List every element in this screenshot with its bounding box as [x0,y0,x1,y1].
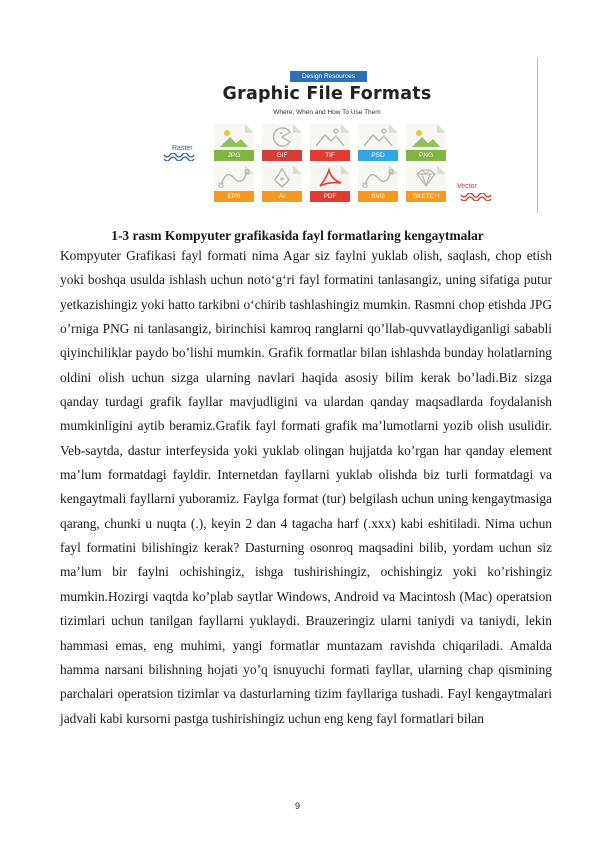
image-icon [214,124,254,150]
file-format-label: PDF [310,191,350,202]
acrobat-icon [310,165,350,191]
page-number: 9 [294,801,300,811]
figure-subtitle: Where, When and How To Use Them [273,109,381,116]
file-format-label: GIF [262,150,302,161]
vector-wave-icon [460,193,494,201]
file-format-eps [214,165,254,205]
file-format-pdf [310,165,350,205]
file-format-tif [310,124,350,164]
vector-label: Vector [457,183,477,190]
raster-label: Raster [172,145,193,152]
mountain-icon [310,124,350,150]
body-paragraph: Kompyuter Grafikasi fayl formati nima Agar siz faylni yuklab olish, saqlash, chop etish yoki boshqa usulda ishlash uchun noto‘g‘ri fayl formatini tanlasangiz, uning sifatiga putur yetkazishingiz yoki hatto tarkibni o‘chirib tashlashingiz mumkin. Rasmni chop etishda JPG o’rniga PNG ni tanlasangiz, birinchisi kamroq ranglarni qo’llab-quvvatlaydiganligi sababli qiyinchiliklar paydo bo’lishi mumkin. Grafik formatlar bilan ishlashda bunday holatlarning oldini olish uchun sizga ularning navlari haqida asosiy bilim kerak bo’ladi.Biz sizga qanday turdagi grafik fayllar mavjudligini va ulardan qanday maqsadlarda foydalanish mumkinligini aytib beramiz.Grafik fayl formati grafik ma’lumotlarni yozib olish usulidir. Veb-saytda, dastur interfeysida yoki yuklab olingan hujjatda ko’rgan har qanday element ma’lum formatdagi fayldir. Internetdan fayllarni yuklab olishda biz turli formatdagi va kengaytmali fayllarni yuboramiz. Faylga format (tur) belgilash uchun uning kengaytmasiga qarang, chunki u nuqta (.), keyin 2 dan 4 tagacha harf (.xxx) kabi eshitiladi. Nima uchun fayl formatini bilishingiz kerak? Dasturning osonroq maqsadini bilib, yordam uchun siz ma’lum bir faylni ochishingiz, ishga tushirishingiz, ochishingiz yoki ko’rishingiz mumkin.Hozirgi vaqtda ko’plab saytlar Windows, Android va Macintosh (Mac) operatsion tizimlari uchun tanilgan fayllarni yuklaydi. Brauzeringiz ularni taniydi va taniydi, lekin hammasi emas, eng muhimi, yangi formatlar muntazam ravishda chiqariladi. Amalda hamma narsani bilishning hojati yo’q isnuyuchi formati fayllar, ularning chap qismining parchalari operatsion tizimlar va dasturlarning tizim fayllariga tushadi. Fayl kengaytmalari jadvali kabi kursorni pastga tushirishingiz uchun eng keng fayl formatlari bilan [60,248,552,726]
file-format-label: SKETCH [406,191,446,202]
pen-icon [262,165,302,191]
pacman-icon [262,124,302,150]
diamond-icon [406,165,446,191]
file-format-psd [358,124,398,164]
file-format-label: PNG [406,150,446,161]
file-format-label: TIF [310,150,350,161]
file-format-jpg [214,124,254,164]
file-format-sketch [406,165,446,205]
file-format-label: JPG [214,150,254,161]
graphic-file-formats-figure [117,58,538,213]
file-format-label: SVG [358,191,398,202]
curve-icon [358,165,398,191]
figure-title: Graphic File Formats [222,84,432,104]
figure-caption: 1-3 rasm Kompyuter grafikasida fayl formatlaring kengaytmalar [111,228,484,243]
file-format-png [406,124,446,164]
file-format-label: EPS [214,191,254,202]
file-format-ai [262,165,302,205]
mountain-icon [358,124,398,150]
file-format-label: PSD [358,150,398,161]
design-resources-badge: Design Resources [290,71,367,82]
raster-wave-icon [163,153,197,161]
file-format-gif [262,124,302,164]
file-format-svg [358,165,398,205]
file-format-label: AI [262,191,302,202]
curve-icon [214,165,254,191]
image-icon [406,124,446,150]
